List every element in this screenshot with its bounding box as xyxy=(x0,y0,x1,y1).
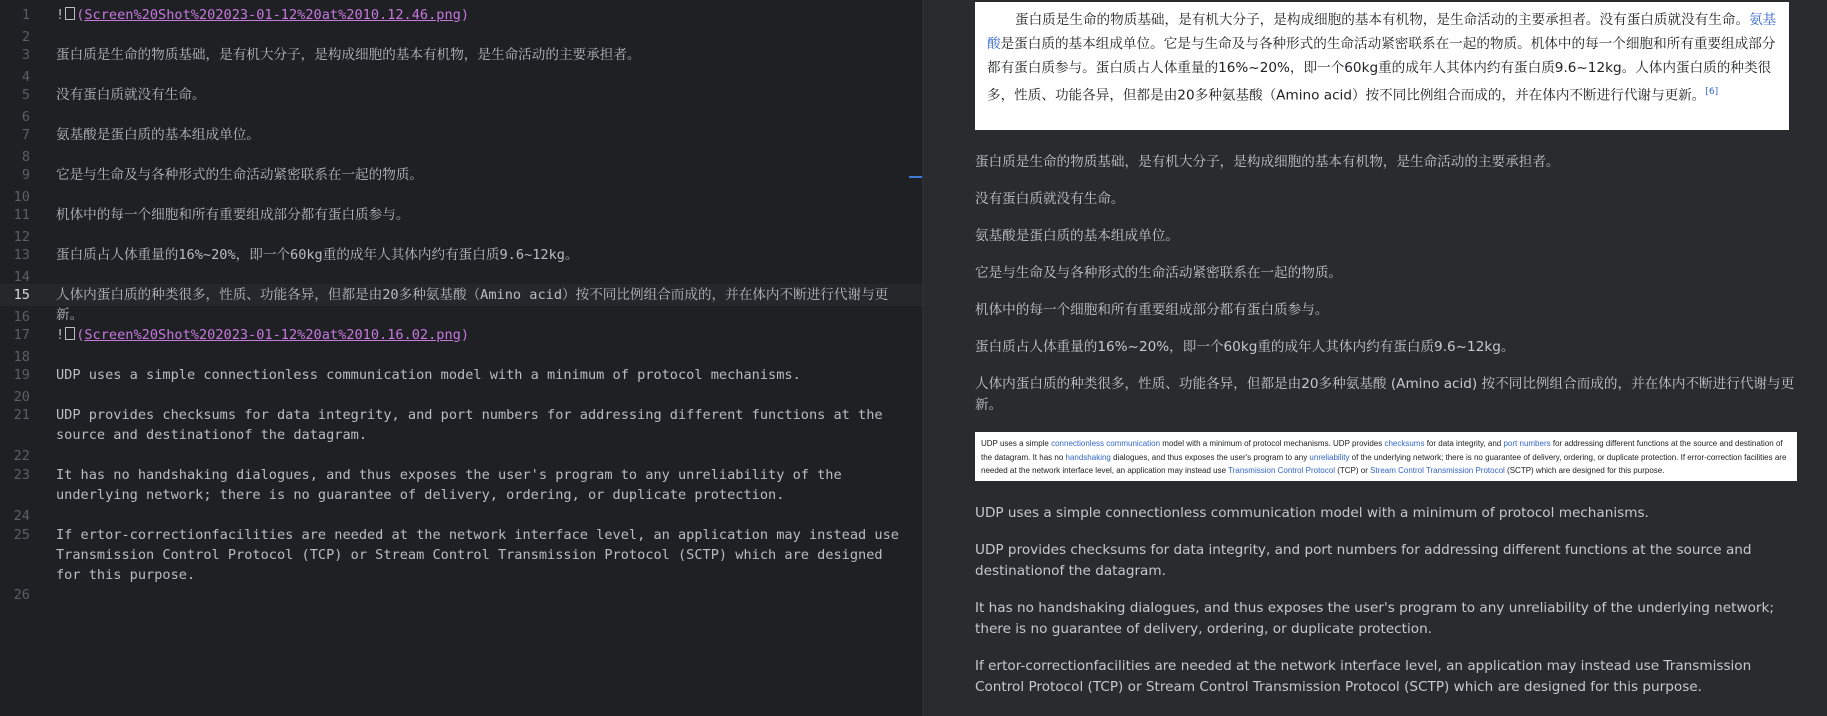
markdown-paren-close: ) xyxy=(460,327,470,343)
image-text: UDP uses a simple xyxy=(981,439,1052,448)
line-number: 12 xyxy=(13,229,30,245)
preview-image-screenshot-2 xyxy=(975,432,1797,481)
markdown-paren-open: ( xyxy=(76,327,85,343)
image-placeholder-icon xyxy=(65,327,75,340)
markdown-image-bang: ! xyxy=(56,7,65,23)
line-number: 19 xyxy=(13,367,30,383)
image-text: (TCP) or xyxy=(1334,466,1371,475)
image-link-text: handshaking xyxy=(1065,452,1111,462)
image-text: for data integrity, and xyxy=(1424,439,1504,448)
image-reference: [6] xyxy=(1705,87,1719,97)
line-number: 23 xyxy=(13,467,30,483)
preview-paragraph: It has no handshaking dialogues, and thus exposes the user's program to any unreliability of the underlying network; there is no guarantee of delivery, ordering, or duplicate protection. xyxy=(975,600,1774,637)
line-number: 25 xyxy=(13,527,30,543)
image-link-text: Transmission Control Protocol xyxy=(1228,466,1335,475)
line-number: 9 xyxy=(21,167,30,183)
markdown-image-link[interactable]: Screen%20Shot%202023-01-12%20at%2010.16.02.png xyxy=(84,327,461,343)
line-number: 8 xyxy=(21,149,30,165)
image-link-text: port numbers xyxy=(1503,439,1551,448)
preview-paragraph: 蛋白质是生命的物质基础，是有机大分子，是构成细胞的基本有机物，是生命活动的主要承担者。 xyxy=(975,154,1560,170)
editor-line-text: 它是与生命及与各种形式的生命活动紧密联系在一起的物质。 xyxy=(56,167,424,183)
line-number: 18 xyxy=(13,349,30,365)
line-number: 21 xyxy=(13,407,30,423)
preview-pane[interactable] xyxy=(924,0,1827,716)
preview-image-screenshot-1 xyxy=(975,2,1789,130)
line-number: 16 xyxy=(13,309,30,325)
image-text: for addressing different functions at the source and destination of the datagram. It has no xyxy=(981,439,1783,462)
markdown-image-bang: ! xyxy=(56,327,65,343)
line-number: 3 xyxy=(21,47,30,63)
line-number: 22 xyxy=(13,448,30,464)
image-link-text: checksums xyxy=(1384,439,1425,448)
editor-line-text: 人体内蛋白质的种类很多，性质、功能各异，但都是由20多种氨基酸（Amino acid）按不同比例组合而成的，并在体内不断进行代谢与更新。 xyxy=(56,287,889,323)
line-number: 24 xyxy=(13,508,30,524)
preview-paragraph: UDP provides checksums for data integrity, and port numbers for addressing different functions at the source and destinationof the datagram. xyxy=(975,542,1752,579)
editor-line-text: It has no handshaking dialogues, and thus exposes the user's program to any unreliability of the underlying network; there is no guarantee of delivery, ordering, or duplicate protection. xyxy=(56,467,850,503)
line-number: 17 xyxy=(13,327,30,343)
image-text: 蛋白质是生命的物质基础，是有机大分子，是构成细胞的基本有机物，是生命活动的主要承担者。没有蛋白质就没有生命。 xyxy=(1015,12,1750,28)
line-number: 6 xyxy=(21,109,30,125)
markdown-image-link[interactable]: Screen%20Shot%202023-01-12%20at%2010.12.46.png xyxy=(84,7,461,23)
editor-line-text: If ertor-correctionfacilities are needed at the network interface level, an application may instead use Transmission Control Protocol (TCP) or Stream Control Transmission Protocol (SCTP) which are designed for this purpose. xyxy=(56,527,908,583)
line-number: 13 xyxy=(13,247,30,263)
editor-line-text: 机体中的每一个细胞和所有重要组成部分都有蛋白质参与。 xyxy=(56,207,410,223)
editor-line-text: UDP uses a simple connectionless communication model with a minimum of protocol mechanisms. xyxy=(56,367,801,383)
markdown-paren-close: ) xyxy=(460,7,470,23)
image-text: dialogues, and thus exposes the user's program to any xyxy=(1110,452,1310,462)
markdown-paren-open: ( xyxy=(76,7,85,23)
line-number: 5 xyxy=(21,87,30,103)
line-number: 7 xyxy=(21,127,30,143)
image-placeholder-icon xyxy=(65,7,75,20)
image-text: 是蛋白质的基本组成单位。它是与生命及与各种形式的生命活动紧密联系在一起的物质。机体中的每一个细胞和所有重要组成部分都有蛋白质参与。蛋白质占人体重量的16%~20%，即一个60kg重的成年人其体内约有蛋白质9.6~12kg。人体内蛋白质的种类很多，性质、功能各异，但都是由20多种氨基酸（Amino acid）按不同比例组合而成的，并在体内不断进行代谢与更新。 xyxy=(987,36,1776,104)
line-number: 10 xyxy=(13,189,30,205)
line-number: 11 xyxy=(13,207,30,223)
preview-paragraph: 机体中的每一个细胞和所有重要组成部分都有蛋白质参与。 xyxy=(975,302,1329,318)
image-text: (SCTP) which are designed for this purpose. xyxy=(1504,466,1665,475)
image-link-text: Stream Control Transmission Protocol xyxy=(1370,466,1505,475)
editor-line-text: 蛋白质占人体重量的16%~20%，即一个60kg重的成年人其体内约有蛋白质9.6~12kg。 xyxy=(56,247,579,263)
preview-paragraph: 没有蛋白质就没有生命。 xyxy=(975,191,1125,207)
editor-line-text: 蛋白质是生命的物质基础，是有机大分子，是构成细胞的基本有机物，是生命活动的主要承担者。 xyxy=(56,47,641,63)
line-number: 4 xyxy=(21,69,30,85)
line-number: 14 xyxy=(13,269,30,285)
line-number: 15 xyxy=(13,287,30,303)
image-text: model with a minimum of protocol mechanisms. UDP provides xyxy=(1160,439,1385,448)
preview-paragraph: 它是与生命及与各种形式的生命活动紧密联系在一起的物质。 xyxy=(975,265,1343,281)
preview-paragraph: If ertor-correctionfacilities are needed at the network interface level, an application may instead use Transmission Control Protocol (TCP) or Stream Control Transmission Protocol (SCTP) which are designed for this purpose. xyxy=(975,658,1752,695)
image-link-text: connectionless communication xyxy=(1051,439,1161,448)
image-text: of the underlying network; there is no guarantee of delivery, ordering, or duplicate protection. If error-correction facilities are needed at the network interface level, an application may instead use xyxy=(981,452,1787,475)
preview-paragraph: 氨基酸是蛋白质的基本组成单位。 xyxy=(975,228,1179,244)
line-number: 20 xyxy=(13,389,30,405)
line-number: 2 xyxy=(21,29,30,45)
image-link-text: 氨基酸 xyxy=(987,12,1777,52)
editor-line-text: UDP provides checksums for data integrity, and port numbers for addressing different functions at the source and destinationof the datagram. xyxy=(56,407,891,443)
editor-line-text: 氨基酸是蛋白质的基本组成单位。 xyxy=(56,127,260,143)
sync-scroll-marker xyxy=(909,176,923,178)
preview-paragraph: 蛋白质占人体重量的16%~20%，即一个60kg重的成年人其体内约有蛋白质9.6~12kg。 xyxy=(975,339,1515,355)
editor-line-text: 没有蛋白质就没有生命。 xyxy=(56,87,206,103)
preview-paragraph: 人体内蛋白质的种类很多，性质、功能各异，但都是由20多种氨基酸 (Amino acid) 按不同比例组合而成的，并在体内不断进行代谢与更新。 xyxy=(975,376,1795,413)
preview-paragraph: UDP uses a simple connectionless communication model with a minimum of protocol mechanisms. xyxy=(975,505,1649,521)
line-number: 1 xyxy=(21,7,30,23)
line-number: 26 xyxy=(13,587,30,603)
image-link-text: unreliability xyxy=(1309,452,1350,462)
